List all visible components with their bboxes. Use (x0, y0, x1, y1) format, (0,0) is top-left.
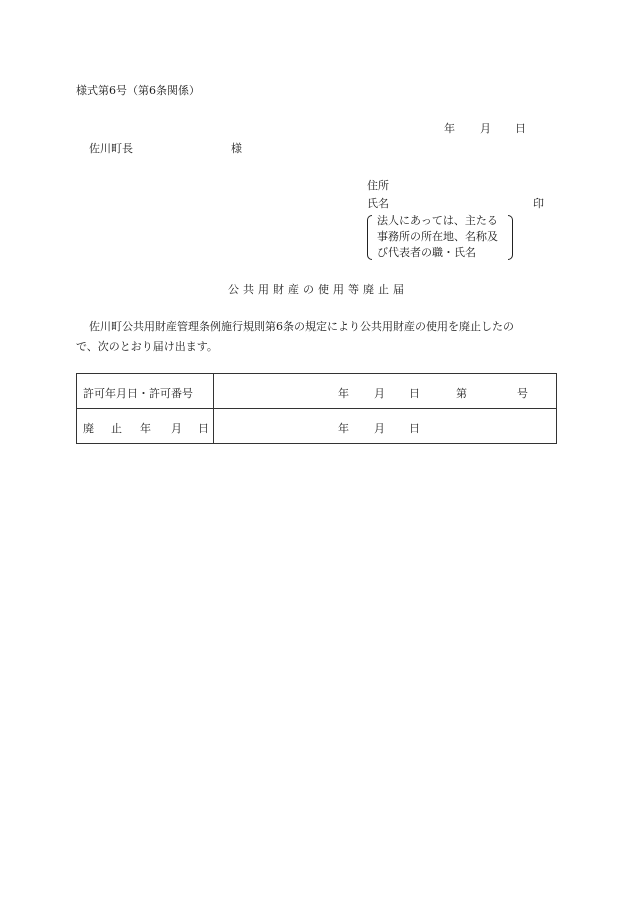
permit-label: 許可年月日・許可番号 (83, 387, 193, 400)
date-month-label: 月 (480, 122, 491, 135)
abolish-label-char: 止 (111, 422, 122, 435)
corporate-note-line: び代表者の職・氏名 (377, 246, 476, 259)
right-bracket (508, 215, 513, 260)
number-prefix-label: 第 (456, 387, 467, 400)
abolish-label-char: 廃 (83, 422, 94, 435)
body-line: 佐川町公共用財産管理条例施行規則第6条の規定により公共用財産の使用を廃止したの (89, 320, 514, 333)
number-suffix-label: 号 (517, 387, 528, 400)
table-row (77, 409, 557, 444)
month-label: 月 (374, 387, 385, 400)
abolish-value-cell[interactable] (214, 409, 557, 444)
permit-label-cell (77, 374, 214, 409)
date-day-label: 日 (515, 122, 526, 135)
year-label: 年 (338, 422, 349, 435)
abolish-label-cell (77, 409, 214, 444)
abolish-label-char: 日 (198, 422, 209, 435)
corporate-note-line: 事務所の所在地、名称及 (377, 230, 498, 243)
name-label: 氏名 (367, 197, 389, 210)
year-label: 年 (338, 387, 349, 400)
date-year-label: 年 (444, 122, 455, 135)
month-label: 月 (374, 422, 385, 435)
left-bracket (367, 215, 372, 260)
abolish-label-char: 年 (140, 422, 151, 435)
document-title: 公共用財産の使用等廃止届 (228, 283, 408, 296)
info-table (76, 373, 557, 444)
abolish-label-char: 月 (171, 422, 182, 435)
body-line: で、次のとおり届け出ます。 (76, 340, 218, 353)
permit-value-cell[interactable] (214, 374, 557, 409)
address-label: 住所 (367, 179, 389, 192)
day-label: 日 (409, 422, 420, 435)
table-row (77, 374, 557, 409)
form-number: 様式第6号（第6条関係） (76, 84, 200, 97)
day-label: 日 (409, 387, 420, 400)
corporate-note-line: 法人にあっては、主たる (377, 214, 498, 227)
addressee-honorific: 様 (231, 142, 242, 155)
seal-mark: 印 (533, 197, 544, 210)
addressee-mayor: 佐川町長 (89, 142, 133, 155)
